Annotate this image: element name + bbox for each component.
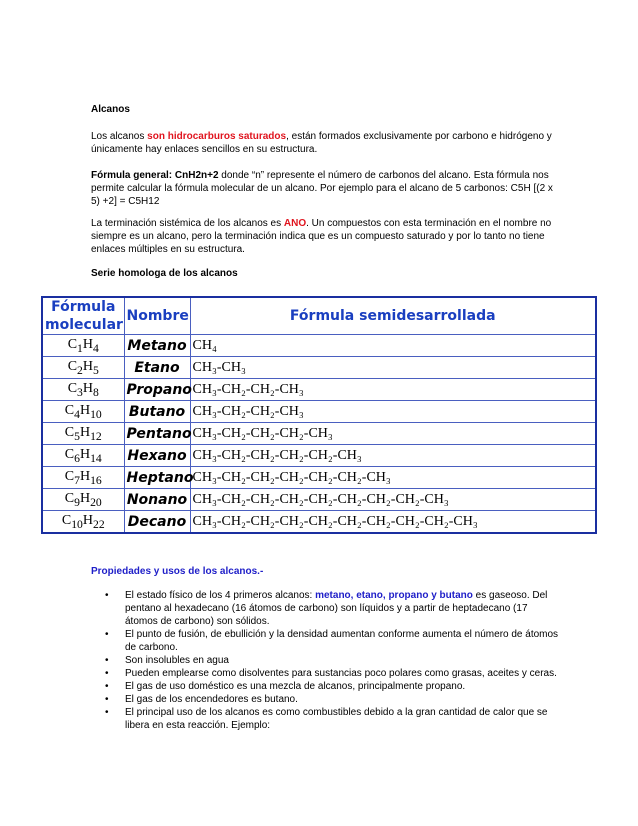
carbon-count: 4 bbox=[74, 407, 80, 421]
bullet-icon: • bbox=[105, 707, 109, 718]
hydrogen-count: 12 bbox=[90, 429, 102, 443]
hydrogen-count: 16 bbox=[90, 473, 102, 487]
carbon-count: 1 bbox=[77, 341, 83, 355]
list-item bbox=[91, 680, 561, 693]
table-row bbox=[42, 467, 596, 489]
prop-6-text: El gas de los encendedores es butano. bbox=[125, 694, 298, 705]
intro-highlight: son hidrocarburos saturados bbox=[147, 131, 287, 142]
intro-paragraph bbox=[91, 130, 561, 156]
molecular-formula-cell: $C_2H_5$ bbox=[42, 357, 124, 379]
hydrogen-count: 22 bbox=[92, 517, 105, 531]
list-item bbox=[91, 706, 561, 732]
prop-3-text: Son insolubles en agua bbox=[125, 655, 229, 666]
table-row bbox=[42, 379, 596, 401]
prop-1-highlight: metano, etano, propano y butano bbox=[315, 590, 473, 601]
header-semi: Fórmula semidesarrollada bbox=[190, 297, 596, 335]
alkane-name-cell: Etano bbox=[124, 357, 190, 379]
termination-paragraph bbox=[91, 217, 561, 256]
carbon-count: 5 bbox=[74, 429, 80, 443]
properties-title: Propiedades y usos de los alcanos.- bbox=[91, 566, 264, 577]
bullet-icon: • bbox=[105, 629, 109, 640]
hydrogen-count: 10 bbox=[90, 407, 102, 421]
semi-formula-cell: CH₃-CH₂-CH₂-CH₂-CH₂-CH₂-CH₃ bbox=[190, 467, 596, 489]
table-row bbox=[42, 445, 596, 467]
termination-text-1: La terminación sistémica de los alcanos es bbox=[91, 218, 284, 229]
molecular-formula-cell: $C_1H_4$ bbox=[42, 335, 124, 357]
list-item bbox=[91, 628, 561, 654]
table-row bbox=[42, 423, 596, 445]
semi-formula-cell: CH₃-CH₂-CH₂-CH₃ bbox=[190, 401, 596, 423]
alkane-name-cell: Nonano bbox=[124, 489, 190, 511]
termination-highlight: ANO bbox=[283, 218, 307, 229]
molecular-formula-cell: $C_9H_{20}$ bbox=[42, 489, 124, 511]
hydrogen-count: 8 bbox=[92, 385, 99, 399]
alkane-name-cell: Butano bbox=[124, 401, 190, 423]
hydrogen-count: 20 bbox=[90, 495, 102, 509]
semi-formula-cell: CH₄ bbox=[190, 335, 596, 357]
formula-paragraph bbox=[91, 169, 561, 208]
bullet-icon: • bbox=[105, 694, 109, 705]
carbon-count: 2 bbox=[77, 363, 83, 377]
list-item bbox=[91, 589, 561, 628]
molecular-formula-cell: $C_4H_{10}$ bbox=[42, 401, 124, 423]
bullet-icon: • bbox=[105, 668, 109, 679]
formula-text: donde “n” represente el número de carbonos del alcano. Esta fórmula nos permite calcular la fórmula molecular de un alcano. Por ejemplo para el alcano de 5 carbonos: C5H [(2 x 5) +2] = C5H12 bbox=[91, 170, 553, 207]
prop-1-text-2: es gaseoso. Del pentano al hexadecano (16 átomos de carbono) son líquidos y a partir de heptadecano (17 átomos de carbono) son sólidos. bbox=[125, 590, 548, 627]
alkane-name-cell: Propano bbox=[124, 379, 190, 401]
series-title: Serie homologa de los alcanos bbox=[91, 268, 238, 279]
prop-1-text-1: El estado físico de los 4 primeros alcanos: bbox=[125, 590, 316, 601]
prop-4-text: Pueden emplearse como disolventes para sustancias poco polares como grasas, aceites y ceras. bbox=[125, 668, 557, 679]
table-row bbox=[42, 511, 596, 534]
alkane-name-cell: Pentano bbox=[124, 423, 190, 445]
table-row bbox=[42, 335, 596, 357]
section-title: Alcanos bbox=[91, 104, 130, 115]
prop-5-text: El gas de uso doméstico es una mezcla de alcanos, principalmente propano. bbox=[125, 681, 466, 692]
header-molecular: Fórmula molecular bbox=[42, 297, 124, 335]
semi-formula-cell: CH₃-CH₃ bbox=[190, 357, 596, 379]
semi-formula-cell: CH₃-CH₂-CH₂-CH₂-CH₃ bbox=[190, 423, 596, 445]
carbon-count: 9 bbox=[74, 495, 80, 509]
carbon-count: 7 bbox=[74, 473, 80, 487]
formula-label: Fórmula general: CnH2n+2 bbox=[91, 170, 219, 181]
list-item bbox=[91, 693, 561, 706]
table-body bbox=[42, 335, 596, 534]
prop-7-text: El principal uso de los alcanos es como combustibles debido a la gran cantidad de calor que se libera en esta reacción. Ejemplo: bbox=[125, 707, 548, 731]
semi-formula-cell: CH₃-CH₂-CH₂-CH₂-CH₂-CH₂-CH₂-CH₂-CH₃ bbox=[190, 489, 596, 511]
alkane-table-wrapper bbox=[41, 296, 597, 534]
molecular-formula-cell: $C_5H_{12}$ bbox=[42, 423, 124, 445]
list-item bbox=[91, 667, 561, 680]
bullet-icon: • bbox=[105, 590, 109, 601]
molecular-formula-cell: $C_6H_{14}$ bbox=[42, 445, 124, 467]
table-row bbox=[42, 401, 596, 423]
intro-text-2: , están formados exclusivamente por carbono e hidrógeno y únicamente hay enlaces sencillos en su estructura. bbox=[91, 131, 552, 155]
carbon-count: 10 bbox=[71, 517, 83, 531]
bullet-icon: • bbox=[105, 655, 109, 666]
bullet-icon: • bbox=[105, 681, 109, 692]
carbon-count: 3 bbox=[77, 385, 83, 399]
alkane-table bbox=[41, 296, 597, 534]
prop-2-text: El punto de fusión, de ebullición y la densidad aumentan conforme aumenta el número de átomos de carbono. bbox=[125, 629, 559, 653]
header-name: Nombre bbox=[124, 297, 190, 335]
alkane-name-cell: Heptano bbox=[124, 467, 190, 489]
molecular-formula-cell: $C_7H_{16}$ bbox=[42, 467, 124, 489]
termination-text-2: . Un compuestos con esta terminación en el nombre no siempre es un alcano, pero la terminación indica que es un compuesto saturado y por lo tanto no tiene enlaces múltiples en su estructura. bbox=[91, 218, 552, 255]
molecular-formula-cell: $C_3H_8$ bbox=[42, 379, 124, 401]
carbon-count: 6 bbox=[74, 451, 80, 465]
alkane-name-cell: Decano bbox=[124, 511, 190, 534]
semi-formula-cell: CH₃-CH₂-CH₂-CH₂-CH₂-CH₂-CH₂-CH₂-CH₂-CH₃ bbox=[190, 511, 596, 534]
hydrogen-count: 4 bbox=[92, 341, 99, 355]
properties-list bbox=[91, 589, 561, 732]
semi-formula-cell: CH₃-CH₂-CH₂-CH₃ bbox=[190, 379, 596, 401]
alkane-name-cell: Metano bbox=[124, 335, 190, 357]
alkane-name-cell: Hexano bbox=[124, 445, 190, 467]
molecular-formula-cell: $C_{10}H_{22}$ bbox=[42, 511, 124, 534]
list-item bbox=[91, 654, 561, 667]
hydrogen-count: 5 bbox=[92, 363, 99, 377]
semi-formula-cell: CH₃-CH₂-CH₂-CH₂-CH₂-CH₃ bbox=[190, 445, 596, 467]
table-row bbox=[42, 357, 596, 379]
intro-text-1: Los alcanos bbox=[91, 131, 148, 142]
table-header-row bbox=[42, 297, 596, 335]
hydrogen-count: 14 bbox=[90, 451, 102, 465]
table-row bbox=[42, 489, 596, 511]
